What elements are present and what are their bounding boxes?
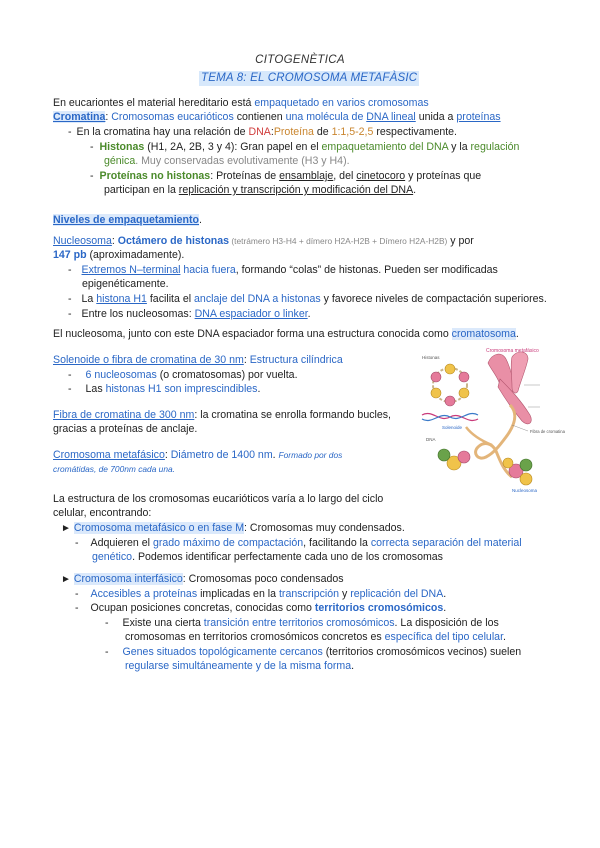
nucleosoma-item-1-cont: epigenéticamente.	[82, 278, 169, 290]
fase-m-item-1: - Adquieren el grado máximo de compactación, facilitando la correcta separación del material	[75, 537, 522, 549]
ratio-line: - En la cromatina hay una relación de DNA:Proteína de 1:1,5-2,5 respectivamente.	[68, 126, 458, 138]
metaphase-chromosome-illustration	[488, 352, 531, 424]
fibra300-line: Fibra de cromatina de 300 nm: la cromatina se enrolla formando bucles,	[53, 409, 392, 421]
nucleosoma-item-1: - Extremos N–terminal hacia fuera, formando “colas” de histonas. Pueden ser modificadas	[68, 264, 498, 276]
nucleosome-cluster-illustration	[438, 449, 532, 485]
interfasico-subitem-2: - Genes situados topológicamente cercanos (territorios cromosómicos vecinos) suelen	[105, 646, 522, 658]
interfasico-subitem-2-cont: regularse simultáneamente y de la misma forma.	[125, 660, 355, 672]
estructura-line-2: celular, encontrando:	[53, 507, 152, 519]
nucleosoma-item-2: - La histona H1 facilita el anclaje del DNA a histonas y favorece niveles de compactación superiores.	[68, 293, 547, 305]
metafasico-line: Cromosoma metafásico: Diámetro de 1400 nm. Formado por dos	[53, 449, 343, 461]
subject-title: CITOGENÈTICA	[255, 54, 345, 66]
cromatosoma-line: El nucleosoma, junto con este DNA espaciador forma una estructura conocida como cromatosoma.	[53, 328, 519, 340]
estructura-line: La estructura de los cromosomas eucarióticos varía a lo largo del ciclo	[53, 493, 384, 505]
interfasico-subitem-1: - Existe una cierta transición entre territorios cromosómicos. La disposición de los	[105, 617, 499, 629]
histonas-item-cont: génica. Muy conservadas evolutivamente (H3 y H4).	[104, 155, 350, 167]
figure-label-metaphase: Cromosoma metafásico	[486, 348, 539, 354]
figure-label-dna: DNA	[426, 437, 436, 442]
solenoid-illustration	[431, 364, 469, 406]
no-histonas-item: - Proteínas no histonas: Proteínas de ensamblaje, del cinetocoro y proteínas que	[90, 170, 482, 182]
fase-m-line: ► Cromosoma metafásico o en fase M: Cromosomas muy condensados.	[61, 522, 405, 534]
metafasico-line-2: cromátidas, de 700nm cada una.	[53, 464, 175, 474]
interfasico-subitem-1-cont: cromosomas en territorios cromosómicos concretos es específica del tipo celular.	[125, 631, 506, 643]
nucleosoma-line-2: 147 pb (aproximadamente).	[53, 249, 185, 261]
fase-m-item-1-cont: genético. Podemos identificar perfectamente cada uno de los cromosomas	[92, 551, 443, 563]
nucleosoma-item-3: - Entre los nucleosomas: DNA espaciador o linker.	[68, 308, 311, 320]
solenoide-item-2: - Las histonas H1 son imprescindibles.	[68, 383, 261, 395]
topic-title: TEMA 8: EL CROMOSOMA METAFÀSIC	[201, 72, 418, 84]
figure-label-nucleosoma: Nucleosoma	[512, 488, 538, 493]
fibra300-line-2: gracias a proteínas de anclaje.	[53, 423, 198, 435]
figure-label-fibra: Fibra de cromatina	[530, 429, 565, 434]
interfasico-item-2: - Ocupan posiciones concretas, conocidas como territorios cromosómicos.	[75, 602, 447, 614]
no-histonas-item-cont: participan en la replicación y transcripción y modificación del DNA.	[104, 184, 417, 196]
interfasico-item-1: - Accesibles a proteínas implicadas en la transcripción y replicación del DNA.	[75, 588, 447, 600]
figure-label-solenoide: Solenoide	[442, 425, 463, 430]
nucleosoma-line: Nucleosoma: Octámero de histonas (tetrámero H3-H4 + dímero H2A-H2B + Dímero H2A-H2B) y por	[53, 235, 474, 247]
interfasico-line: ► Cromosoma interfásico: Cromosomas poco condensados	[61, 573, 344, 585]
cromatina-line: Cromatina: Cromosomas eucarióticos contienen una molécula de DNA lineal unida a proteínas	[53, 111, 501, 123]
figure-label-histonas: Histonas	[422, 355, 440, 360]
intro-line: En eucariontes el material hereditario está empaquetado en varios cromosomas	[53, 97, 429, 109]
solenoide-item-1: - 6 nucleosomas (o cromatosomas) por vuelta.	[68, 369, 298, 381]
niveles-heading: Niveles de empaquetamiento.	[53, 214, 202, 226]
chromatin-packing-figure	[420, 345, 565, 495]
histonas-item: - Histonas (H1, 2A, 2B, 3 y 4): Gran papel en el empaquetamiento del DNA y la regulación	[90, 141, 520, 153]
solenoide-line: Solenoide o fibra de cromatina de 30 nm: Estructura cilíndrica	[53, 354, 343, 366]
